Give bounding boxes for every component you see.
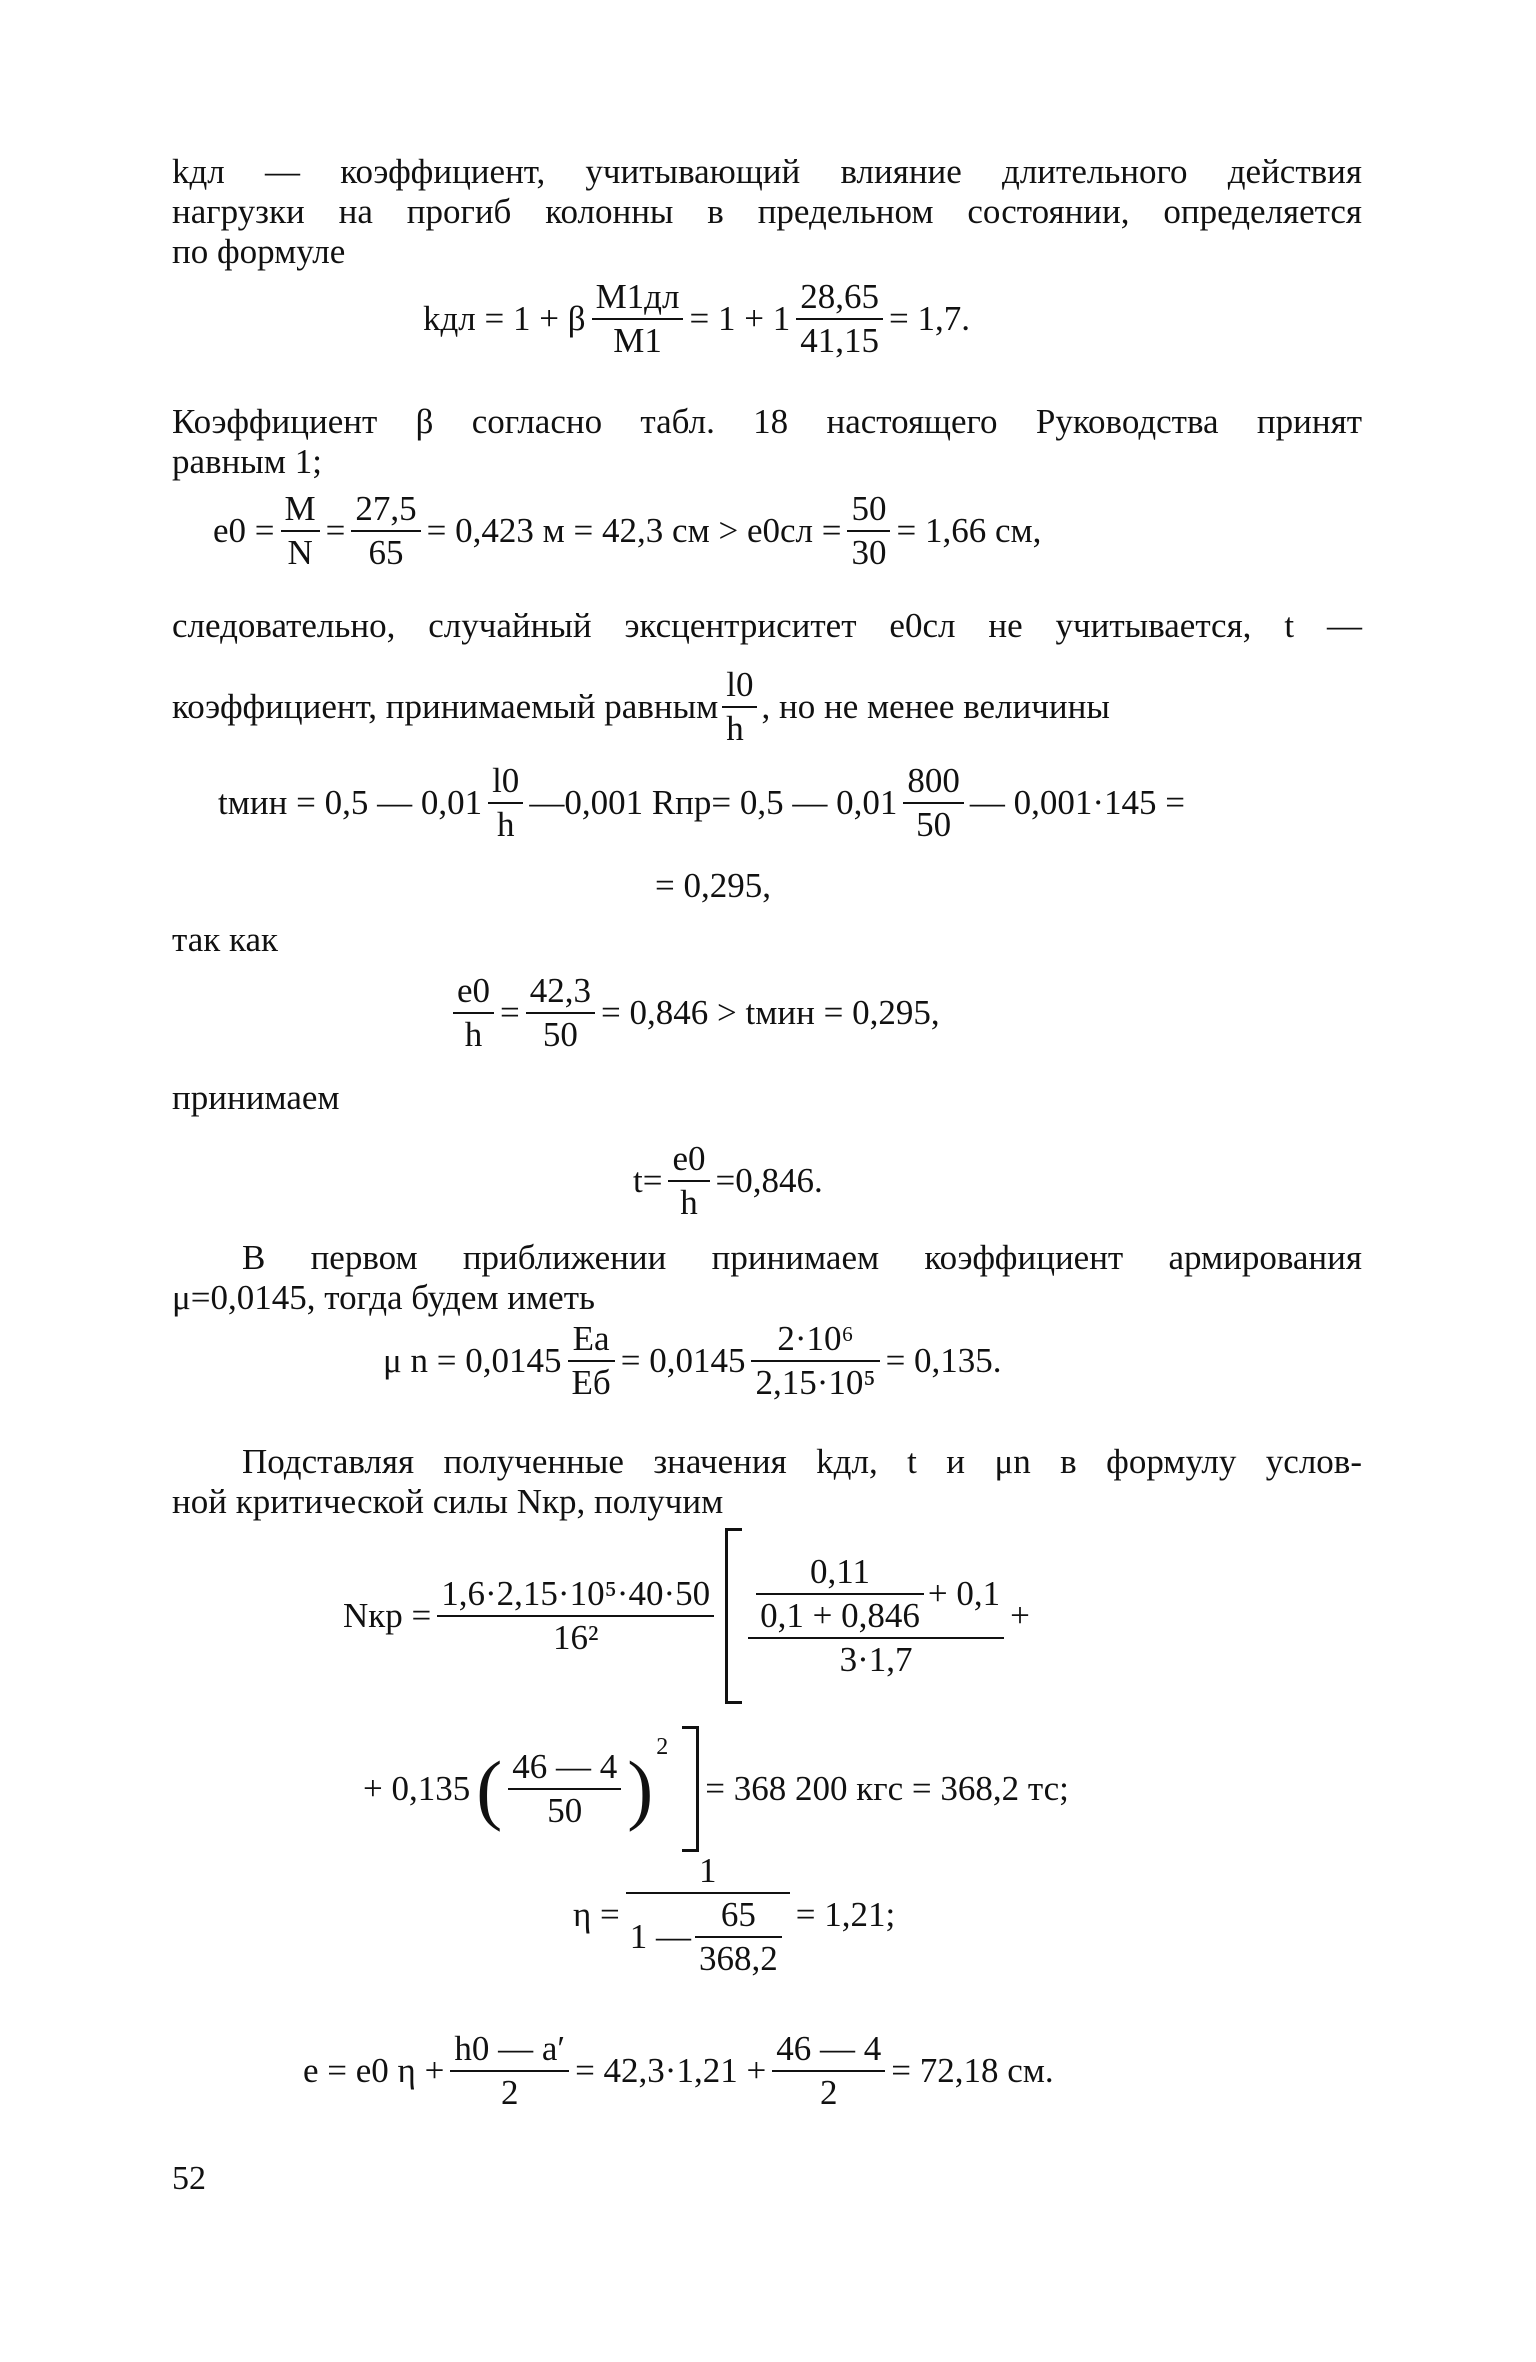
numerator: 46 — 4 bbox=[772, 2030, 885, 2072]
equation-ratio bbox=[450, 972, 1150, 1054]
right-paren: ) bbox=[627, 1745, 654, 1832]
eq-text: = 1,7. bbox=[888, 299, 970, 338]
text-line: kдл — коэффициент, учитывающий влияние длительного действия bbox=[172, 152, 1362, 191]
equation-tmin bbox=[215, 762, 1365, 906]
eq-text: — 0,001·145 = bbox=[969, 783, 1186, 822]
denominator: 0,1 + 0,846 bbox=[760, 1596, 920, 1635]
eq-text: = bbox=[500, 993, 520, 1032]
denominator: 50 bbox=[547, 1791, 583, 1830]
fraction bbox=[722, 666, 757, 748]
text-line: так как bbox=[172, 920, 279, 959]
text-line: Подставляя полученные значения kдл, t и μn в формулу услов- bbox=[242, 1442, 1362, 1481]
denominator: 3·1,7 bbox=[839, 1640, 913, 1679]
text-line: следовательно, случайный эксцентриситет e0сл не учитывается, t — bbox=[172, 606, 1362, 645]
eq-text: = 368 200 кгс = 368,2 тс; bbox=[705, 1769, 1069, 1808]
denominator: h bbox=[726, 709, 744, 748]
fraction bbox=[351, 490, 420, 572]
numerator: 0,11 bbox=[756, 1553, 924, 1595]
text-line bbox=[172, 666, 1362, 748]
eq-text: e = e0 η + bbox=[303, 2051, 445, 2090]
paragraph-accept bbox=[172, 1078, 1362, 1118]
eq-text: = 72,18 см. bbox=[891, 2051, 1054, 2090]
eq-text: = 42,3·1,21 + bbox=[575, 2051, 767, 2090]
fraction bbox=[748, 1553, 1004, 1679]
numerator: 50 bbox=[847, 490, 890, 532]
eq-text: = 0,135. bbox=[885, 1341, 1002, 1380]
fraction bbox=[453, 972, 494, 1054]
numerator: 2·10⁶ bbox=[751, 1320, 879, 1362]
denominator: Eб bbox=[571, 1363, 611, 1402]
numerator: 42,3 bbox=[526, 972, 595, 1014]
eq-text: Nкр = bbox=[343, 1596, 432, 1635]
fraction bbox=[772, 2030, 885, 2112]
fraction bbox=[592, 278, 684, 360]
numerator: e0 bbox=[668, 1140, 709, 1182]
numerator: 27,5 bbox=[351, 490, 420, 532]
text-fragment: коэффициент, принимаемый равным bbox=[172, 687, 719, 726]
eq-text: μ n = 0,0145 bbox=[383, 1341, 562, 1380]
fraction bbox=[626, 1852, 790, 1978]
numerator: 800 bbox=[903, 762, 964, 804]
text-line: нагрузки на прогиб колонны в предельном состоянии, определяется bbox=[172, 192, 1362, 231]
eq-text: t= bbox=[633, 1161, 663, 1200]
eq-text: + bbox=[1010, 1596, 1030, 1635]
eq-text: + 0,135 bbox=[363, 1769, 471, 1808]
fraction bbox=[450, 2030, 569, 2112]
denominator: h bbox=[464, 1015, 483, 1054]
denominator: 2 bbox=[819, 2073, 838, 2112]
eq-text: kдл = 1 + β bbox=[423, 299, 586, 338]
denominator: M1 bbox=[613, 321, 662, 360]
equation-kdl bbox=[420, 278, 1220, 360]
equation-t bbox=[630, 1140, 1030, 1222]
numerator: 65 bbox=[695, 1896, 782, 1938]
text-line: по формуле bbox=[172, 232, 346, 271]
numerator bbox=[748, 1553, 1004, 1639]
fraction bbox=[488, 762, 523, 844]
text-line: Коэффициент β согласно табл. 18 настоящего Руководства принят bbox=[172, 402, 1362, 441]
right-bracket bbox=[682, 1726, 699, 1852]
numerator: Eа bbox=[568, 1320, 615, 1362]
text-line: равным 1; bbox=[172, 442, 322, 481]
paragraph-reinforcement bbox=[172, 1238, 1362, 1318]
equation-e bbox=[300, 2030, 1300, 2112]
numerator: M bbox=[281, 490, 320, 532]
eq-text: η = bbox=[573, 1895, 620, 1934]
paragraph-eccentricity bbox=[172, 606, 1362, 748]
denominator: 16² bbox=[552, 1618, 599, 1657]
eq-text: = 0,423 м = 42,3 см > e0сл = bbox=[426, 511, 842, 550]
exponent: 2 bbox=[656, 1734, 669, 1760]
numerator: l0 bbox=[488, 762, 523, 804]
eq-text: = 0,295, bbox=[655, 866, 771, 905]
text-line: ной критической силы Nкр, получим bbox=[172, 1482, 724, 1521]
eq-text: = 0,846 > tмин = 0,295, bbox=[601, 993, 940, 1032]
denominator: 50 bbox=[916, 805, 952, 844]
fraction bbox=[508, 1748, 621, 1830]
fraction bbox=[568, 1320, 615, 1402]
numerator: h0 — a′ bbox=[450, 2030, 569, 2072]
paragraph-since bbox=[172, 920, 1362, 960]
eq-text: 1 — bbox=[629, 1917, 692, 1956]
fraction bbox=[903, 762, 964, 844]
denominator: h bbox=[680, 1183, 698, 1222]
text-line: принимаем bbox=[172, 1078, 340, 1117]
fraction bbox=[695, 1896, 782, 1978]
denominator: 41,15 bbox=[800, 321, 879, 360]
equation-ncr bbox=[340, 1528, 1340, 1852]
denominator: h bbox=[496, 805, 515, 844]
numerator: e0 bbox=[453, 972, 494, 1014]
denominator: 30 bbox=[851, 533, 887, 572]
denominator: 65 bbox=[368, 533, 404, 572]
text-line: В первом приближении принимаем коэффициент армирования bbox=[242, 1238, 1362, 1277]
fraction bbox=[796, 278, 883, 360]
denominator: N bbox=[287, 533, 313, 572]
eq-text: tмин = 0,5 — 0,01 bbox=[218, 783, 483, 822]
numerator: 46 — 4 bbox=[508, 1748, 621, 1790]
numerator: 1,6·2,15·10⁵·40·50 bbox=[437, 1575, 714, 1617]
denominator: 368,2 bbox=[699, 1939, 778, 1978]
eq-text: + 0,1 bbox=[927, 1574, 1001, 1613]
equation-eta bbox=[570, 1852, 1170, 1978]
numerator: 1 bbox=[626, 1852, 790, 1894]
text-line: μ=0,0145, тогда будем иметь bbox=[172, 1278, 595, 1317]
fraction bbox=[668, 1140, 709, 1222]
denominator: 2,15·10⁵ bbox=[755, 1363, 876, 1402]
eq-text: = bbox=[325, 511, 346, 550]
numerator: M1дл bbox=[592, 278, 684, 320]
eq-text: = 1,21; bbox=[795, 1895, 896, 1934]
eq-text: =0,846. bbox=[715, 1161, 823, 1200]
paragraph-kdl-definition bbox=[172, 152, 1362, 272]
numerator: 28,65 bbox=[796, 278, 883, 320]
denominator bbox=[626, 1894, 790, 1978]
fraction bbox=[756, 1553, 924, 1635]
equation-mun bbox=[380, 1320, 1280, 1402]
fraction bbox=[847, 490, 890, 572]
paragraph-beta bbox=[172, 402, 1362, 482]
numerator: l0 bbox=[722, 666, 757, 708]
eq-text: —0,001 Rпр= 0,5 — 0,01 bbox=[529, 783, 898, 822]
fraction bbox=[751, 1320, 879, 1402]
eq-text: = 1,66 см, bbox=[896, 511, 1042, 550]
denominator: 2 bbox=[500, 2073, 519, 2112]
paragraph-substitution bbox=[172, 1442, 1362, 1522]
denominator: 50 bbox=[542, 1015, 578, 1054]
left-paren: ( bbox=[476, 1745, 503, 1832]
text-fragment: , но не менее величины bbox=[761, 687, 1110, 726]
eq-text: e0 = bbox=[213, 511, 275, 550]
fraction bbox=[526, 972, 595, 1054]
eq-text: = 1 + 1 bbox=[689, 299, 791, 338]
left-bracket bbox=[725, 1528, 742, 1704]
fraction bbox=[281, 490, 320, 572]
page-number: 52 bbox=[172, 2160, 206, 2197]
eq-text: = 0,0145 bbox=[620, 1341, 746, 1380]
fraction bbox=[437, 1575, 714, 1657]
equation-e0 bbox=[210, 490, 1360, 572]
